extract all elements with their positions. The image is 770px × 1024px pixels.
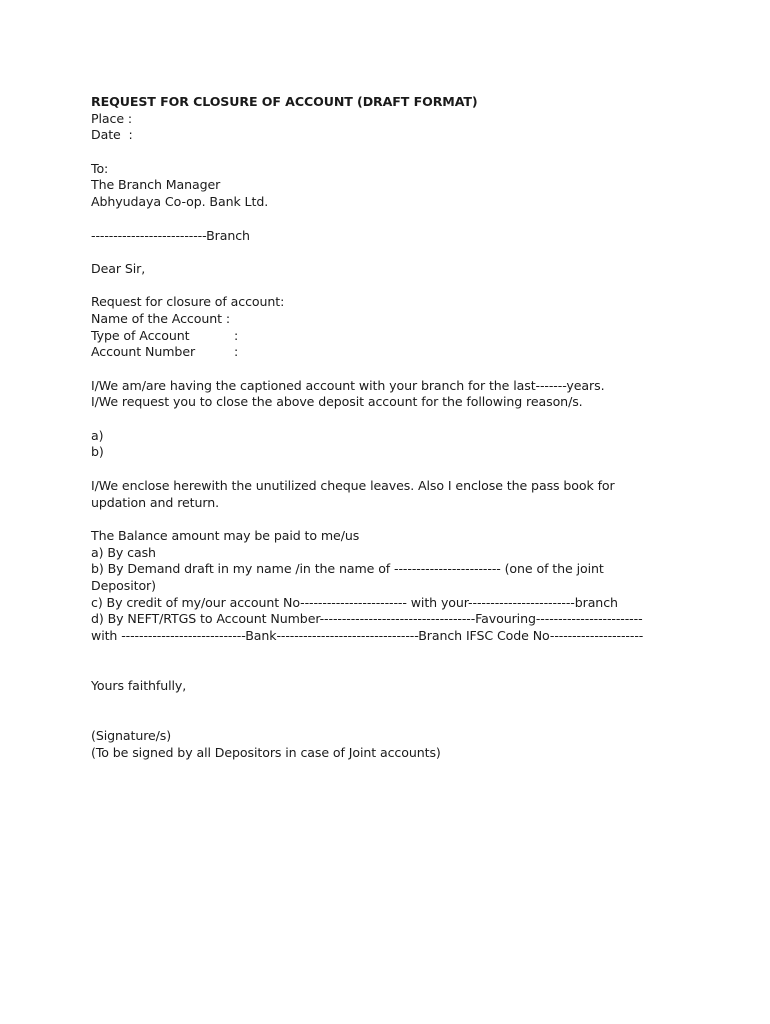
payment-heading: The Balance amount may be paid to me/us: [91, 527, 360, 543]
payment-option-b: b) By Demand draft in my name /in the name of ------------------------ (one of the joint: [91, 561, 604, 577]
field-colon: :: [234, 344, 239, 360]
spacer: [91, 244, 691, 261]
addressee-name: The Branch Manager: [91, 177, 221, 193]
spacer: [91, 361, 691, 378]
field-label: Name of the Account :: [91, 310, 230, 326]
place-label: Place :: [91, 110, 133, 126]
spacer: [91, 695, 691, 728]
bank-name: Abhyudaya Co-op. Bank Ltd.: [91, 194, 269, 210]
signature-note: (To be signed by all Depositors in case of Joint accounts): [91, 744, 441, 760]
spacer: [91, 645, 691, 678]
field-label: Type of Account: [91, 327, 190, 343]
spacer: [91, 144, 691, 161]
document-title: REQUEST FOR CLOSURE OF ACCOUNT (DRAFT FORMAT): [91, 94, 478, 109]
closing: Yours faithfully,: [91, 678, 187, 694]
payment-option-d-cont: with ----------------------------Bank--------------------------------Branch IFSC Code No---------------------: [91, 628, 644, 643]
spacer: [91, 278, 691, 295]
request-heading: Request for closure of account:: [91, 294, 285, 310]
field-colon: :: [234, 327, 239, 343]
field-name-of-account: [91, 311, 691, 328]
payment-option-d: d) By NEFT/RTGS to Account Number-----------------------------------Favouring------------------------: [91, 611, 643, 627]
to-label: To:: [91, 160, 109, 176]
paragraph-line: I/We am/are having the captioned account with your branch for the last-------years.: [91, 377, 605, 393]
paragraph-line: I/We enclose herewith the unutilized cheque leaves. Also I enclose the pass book for: [91, 477, 615, 493]
paragraph-line: I/We request you to close the above deposit account for the following reason/s.: [91, 394, 583, 410]
field-type-of-account: [91, 328, 691, 345]
field-label: Account Number: [91, 344, 196, 360]
branch-line: --------------------------Branch: [91, 227, 250, 243]
reason-b: b): [91, 444, 104, 460]
request-block: [91, 294, 691, 361]
paragraph-line: updation and return.: [91, 494, 220, 510]
spacer: [91, 511, 691, 528]
spacer: [91, 461, 691, 478]
salutation: Dear Sir,: [91, 260, 146, 276]
date-label: Date :: [91, 127, 133, 143]
payment-option-c: c) By credit of my/our account No------------------------ with your------------------------branch: [91, 594, 618, 610]
payment-option-a: a) By cash: [91, 544, 156, 560]
payment-option-b-cont: Depositor): [91, 577, 156, 593]
letter-document: [91, 94, 691, 762]
field-account-number: [91, 344, 691, 361]
spacer: [91, 211, 691, 228]
body-block: [91, 378, 691, 512]
spacer: [91, 411, 691, 428]
addressee-block: [91, 161, 691, 244]
payment-block: [91, 528, 691, 645]
signature-label: (Signature/s): [91, 728, 172, 744]
reason-a: a): [91, 427, 104, 443]
